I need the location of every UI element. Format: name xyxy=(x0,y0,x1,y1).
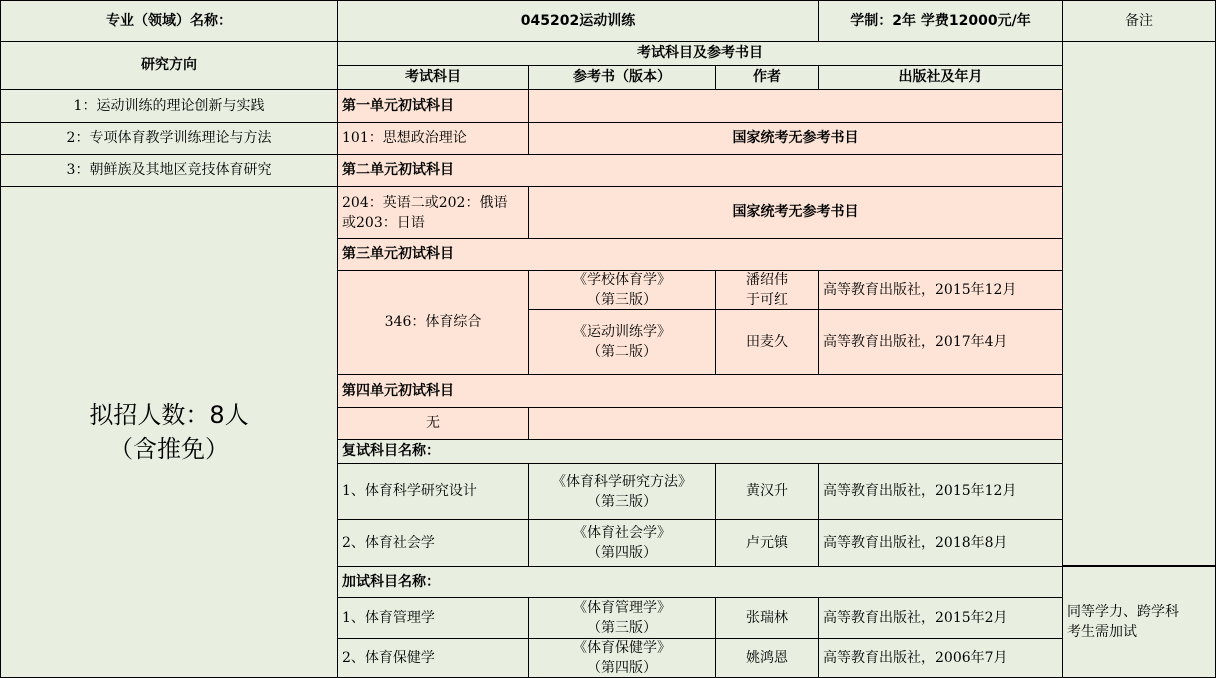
remarks-blank xyxy=(1062,41,1216,566)
unit4-blank xyxy=(528,407,1063,440)
unit3-book1-edition: （第三版） xyxy=(587,292,657,308)
unit2-subject-line2: 或203：日语 xyxy=(342,214,425,231)
unit2-subject xyxy=(337,186,529,239)
unit4-title: 第四单元初试科目 xyxy=(337,374,1063,408)
author-header: 作者 xyxy=(715,65,819,90)
retest-2-publisher: 高等教育出版社，2018年8月 xyxy=(818,519,1063,567)
unit3-book1-author1: 潘绍伟 xyxy=(746,272,788,288)
retest-2-book xyxy=(528,519,716,567)
unit3-book2-publisher: 高等教育出版社，2017年4月 xyxy=(818,309,1063,375)
unit2-note: 国家统考无参考书目 xyxy=(528,186,1063,239)
additional-remark xyxy=(1062,566,1216,678)
unit3-book1-publisher: 高等教育出版社，2015年12月 xyxy=(818,270,1063,310)
unit1-blank xyxy=(528,89,1063,123)
unit3-subject: 346：体育综合 xyxy=(337,270,529,375)
additional-1-subject: 1、体育管理学 xyxy=(337,597,529,639)
retest-1-author: 黄汉升 xyxy=(715,463,819,520)
unit1-title: 第一单元初试科目 xyxy=(337,89,529,123)
reference-book-header: 参考书（版本） xyxy=(528,65,716,90)
retest-2-book-title: 《体育社会学》 xyxy=(573,525,671,541)
unit1-note: 国家统考无参考书目 xyxy=(528,122,1063,155)
unit2-subject-line1: 204：英语二或202：俄语 xyxy=(342,194,508,211)
retest-1-book xyxy=(528,463,716,520)
unit3-title: 第三单元初试科目 xyxy=(337,238,1063,271)
remarks-header: 备注 xyxy=(1062,0,1216,42)
retest-1-book-title: 《体育科学研究方法》 xyxy=(552,473,692,490)
enrollment-info xyxy=(0,186,338,678)
additional-title: 加试科目名称： xyxy=(337,566,1063,598)
direction-3: 3：朝鲜族及其地区竞技体育研究 xyxy=(0,154,338,187)
additional-1-book-title: 《体育管理学》 xyxy=(573,600,671,616)
retest-2-author: 卢元镇 xyxy=(715,519,819,567)
additional-2-author: 姚鸿恩 xyxy=(715,638,819,678)
major-name: 045202运动训练 xyxy=(337,0,819,42)
additional-remark-line2: 考生需加试 xyxy=(1067,624,1137,640)
study-info: 学制：2年 学费12000元/年 xyxy=(818,0,1063,42)
additional-2-book-edition: （第四版） xyxy=(587,660,657,676)
additional-1-author: 张瑞林 xyxy=(715,597,819,639)
additional-2-subject: 2、体育保健学 xyxy=(337,638,529,678)
unit3-book2-title: 《运动训练学》 xyxy=(573,324,671,340)
unit3-book2-author: 田麦久 xyxy=(715,309,819,375)
publisher-header: 出版社及年月 xyxy=(818,65,1063,90)
direction-2: 2：专项体育教学训练理论与方法 xyxy=(0,122,338,155)
unit1-subject: 101：思想政治理论 xyxy=(337,122,529,155)
unit3-book2-edition: （第二版） xyxy=(587,344,657,360)
additional-1-publisher: 高等教育出版社，2015年2月 xyxy=(818,597,1063,639)
exam-books-header: 考试科目及参考书目 xyxy=(337,41,1063,66)
unit3-book1-author xyxy=(715,270,819,310)
retest-2-subject: 2、体育社会学 xyxy=(337,519,529,567)
retest-1-book-edition: （第三版） xyxy=(587,493,657,510)
additional-1-book-edition: （第三版） xyxy=(587,620,657,636)
unit3-book2 xyxy=(528,309,716,375)
retest-2-book-edition: （第四版） xyxy=(587,545,657,561)
major-label: 专业（领域）名称： xyxy=(0,0,338,42)
additional-2-book xyxy=(528,638,716,678)
enrollment-count: 拟招人数：8人 xyxy=(89,401,249,429)
unit3-book1-title: 《学校体育学》 xyxy=(573,272,671,288)
unit3-book1-author2: 于可红 xyxy=(746,292,788,308)
additional-1-book xyxy=(528,597,716,639)
direction-1: 1：运动训练的理论创新与实践 xyxy=(0,89,338,123)
additional-2-book-title: 《体育保健学》 xyxy=(573,640,671,656)
unit2-title: 第二单元初试科目 xyxy=(337,154,1063,187)
unit3-book1 xyxy=(528,270,716,310)
retest-1-subject: 1、体育科学研究设计 xyxy=(337,463,529,520)
exam-subject-header: 考试科目 xyxy=(337,65,529,90)
additional-2-publisher: 高等教育出版社，2006年7月 xyxy=(818,638,1063,678)
research-direction-header: 研究方向 xyxy=(0,41,338,90)
retest-title: 复试科目名称： xyxy=(337,439,1063,464)
additional-remark-line1: 同等学力、跨学科 xyxy=(1067,604,1179,620)
enrollment-note: （含推免） xyxy=(109,435,229,463)
retest-1-publisher: 高等教育出版社，2015年12月 xyxy=(818,463,1063,520)
unit4-subject: 无 xyxy=(337,407,529,440)
